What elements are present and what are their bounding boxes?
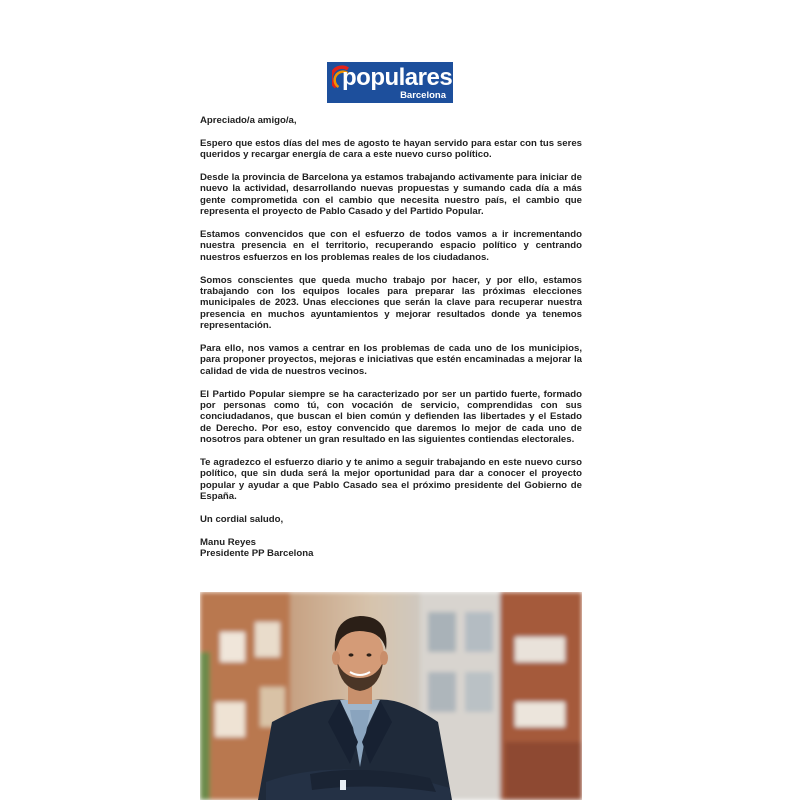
signature-title: Presidente PP Barcelona [200, 548, 314, 560]
portrait-photo [200, 592, 582, 800]
paragraph-7: Te agradezco el esfuerzo diario y te animo a seguir trabajando en este nuevo curso político, que sin duda será la mejor oportunidad para dar a conocer el proyecto popular y ayudar a que Pablo Casado sea el próximo presidente del Gobierno de España. [200, 457, 582, 503]
greeting: Apreciado/a amigo/a, [200, 115, 297, 126]
logo-word: populares [342, 64, 453, 91]
paragraph-1: Espero que estos días del mes de agosto te hayan servido para estar con tus seres queridos y recargar energía de cara a este nuevo curso político. [200, 137, 582, 161]
paragraph-4: Somos conscientes que queda mucho trabajo por hacer, y por ello, estamos trabajando con los equipos locales para preparar las próximas elecciones municipales de 2023. Unas elecciones que serán la clave para recuperar nuestra presencia en muchos ayuntamientos y mejorar resultados donde ya tenemos representación. [200, 274, 582, 332]
paragraph-5: Para ello, nos vamos a centrar en los problemas de cada uno de los municipios, para proponer proyectos, mejoras e iniciativas que estén encaminadas a mejorar la calidad de vida de nuestros vecinos. [200, 343, 582, 377]
paragraph-2: Desde la provincia de Barcelona ya estamos trabajando activamente para iniciar de nuevo la actividad, desarrollando nuevas propuestas y sumando cada día a más gente comprometida con el cambio que necesita nuestro país, el cambio que representa el proyecto de Pablo Casado y del Partido Popular. [200, 172, 582, 218]
logo-city: Barcelona [400, 90, 446, 101]
letter-body [200, 115, 582, 560]
closing: Un cordial saludo, [200, 514, 284, 526]
paragraph-6: El Partido Popular siempre se ha caracterizado por ser un partido fuerte, formado por personas como tú, con vocación de servicio, comprendidas con sus conciudadanos, que buscan el bien común y defienden las libertades y el Estado de Derecho. Por eso, estoy convencido que daremos lo mejor de cada uno de nosotros para obtener un gran resultado en las siguientes contiendas electorales. [200, 388, 582, 446]
populares-barcelona-logo [327, 62, 453, 103]
signature-name: Manu Reyes [200, 536, 256, 548]
portrait-illustration [200, 592, 582, 800]
paragraph-3: Estamos convencidos que con el esfuerzo de todos vamos a ir incrementando nuestra presencia en el territorio, recuperando espacio político y centrando nuestros esfuerzos en los problemas reales de los ciudadanos. [200, 229, 582, 263]
